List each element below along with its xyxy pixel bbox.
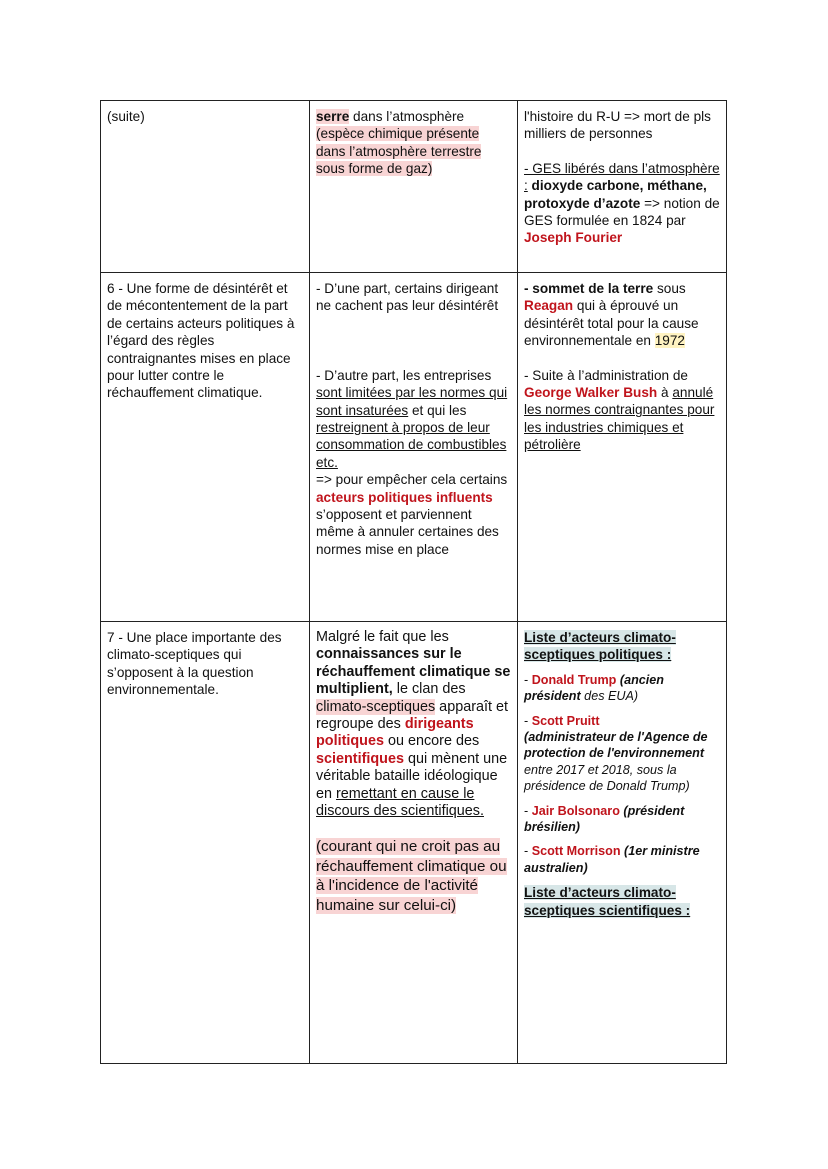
person-jair-bolsonaro: - Jair Bolsonaro (président brésilien) (524, 803, 685, 835)
year-1972: 1972 (654, 333, 685, 349)
keyword-serre: serre (316, 109, 350, 124)
row3-note: (courant qui ne croit pas au réchauffement climatique ou à l'incidence de l'activité humaine sur celui-ci) (316, 838, 507, 914)
row1-example-text: l'histoire du R-U => mort de pls milliers de personnes (524, 109, 711, 142)
row3-theme-text: 7 - Une place importante des climato-sceptiques qui s’opposent à la question environnementale. (107, 630, 282, 698)
row1-example-cell (518, 101, 727, 273)
person-scott-pruitt: - Scott Pruitt (administrateur de l'Agence de protection de l'environnement entre 2017 et 2018, sous la présidence de Donald Trump) (524, 713, 708, 794)
table-row (101, 622, 727, 1064)
heading-scientists: Liste d’acteurs climato-sceptiques scientifiques : (524, 885, 691, 918)
heading-politicians: Liste d’acteurs climato-sceptiques politiques : (524, 630, 676, 663)
reagan-paragraph: - sommet de la terre sous Reagan qui à éprouvé un désintérêt total pour la cause environnementale en 1972 (524, 281, 699, 349)
row2-theme-cell (101, 273, 310, 622)
row1-explanation-cell: serre dans l’atmosphère (espèce chimique présente dans l’atmosphère terrestre sous forme de gaz) (310, 101, 518, 273)
row3-example-cell (518, 622, 727, 1064)
row2-para-2: - D’autre part, les entreprises sont limitées par les normes qui sont insaturées et qui les restreignent à propos de leur consommation de combustibles etc. (316, 367, 508, 470)
name-george-w-bush: George Walker Bush (524, 385, 658, 401)
table-row (101, 273, 727, 622)
definition-highlight: (espèce chimique présente dans l’atmosphère terrestre sous forme de gaz) (316, 126, 482, 177)
table-row (101, 101, 727, 273)
bush-paragraph: - Suite à l’administration de George Walker Bush à annulé les normes contraignantes pour les industries chimiques et pétrolière (524, 367, 715, 453)
row2-para-1: - D’une part, certains dirigeant ne cachent pas leur désintérêt (316, 281, 499, 314)
name-reagan: Reagan (524, 298, 574, 314)
row1-theme-cell (101, 101, 310, 273)
row3-para-1: Malgré le fait que les connaissances sur le réchauffement climatique se multiplient, le clan des climato-sceptiques apparaît et regroupe des dirigeants politiques ou encore des scientifiques qui mènent une véritable bataille idéologique en remettant en cause le discours des scientifiques. (316, 629, 511, 820)
person-scott-morrison: - Scott Morrison (1er ministre australien) (524, 844, 700, 875)
person-donald-trump: - Donald Trump (ancien président des EUA) (524, 672, 664, 704)
row3-explanation-cell (310, 622, 518, 1064)
row2-theme-text: 6 - Une forme de désintérêt et de mécontentement de la part de certains acteurs politiques à l’égard des règles contraignantes mises en place pour lutter contre le réchauffement climatique. (107, 281, 295, 401)
name-joseph-fourier: Joseph Fourier (524, 230, 623, 246)
row2-para-3: => pour empêcher cela certains acteurs politiques influents s’opposent et parviennent même à annuler certaines des normes mise en place (316, 472, 508, 557)
notes-table (100, 100, 727, 1064)
ges-paragraph: - GES libérés dans l’atmosphère : dioxyde carbone, méthane, protoxyde d’azote => notion de GES formulée en 1824 par Joseph Fourier (524, 160, 720, 246)
row2-explanation-cell (310, 273, 518, 622)
row3-theme-cell (101, 622, 310, 1064)
row1-theme-text: (suite) (107, 109, 145, 124)
row2-example-cell (518, 273, 727, 622)
